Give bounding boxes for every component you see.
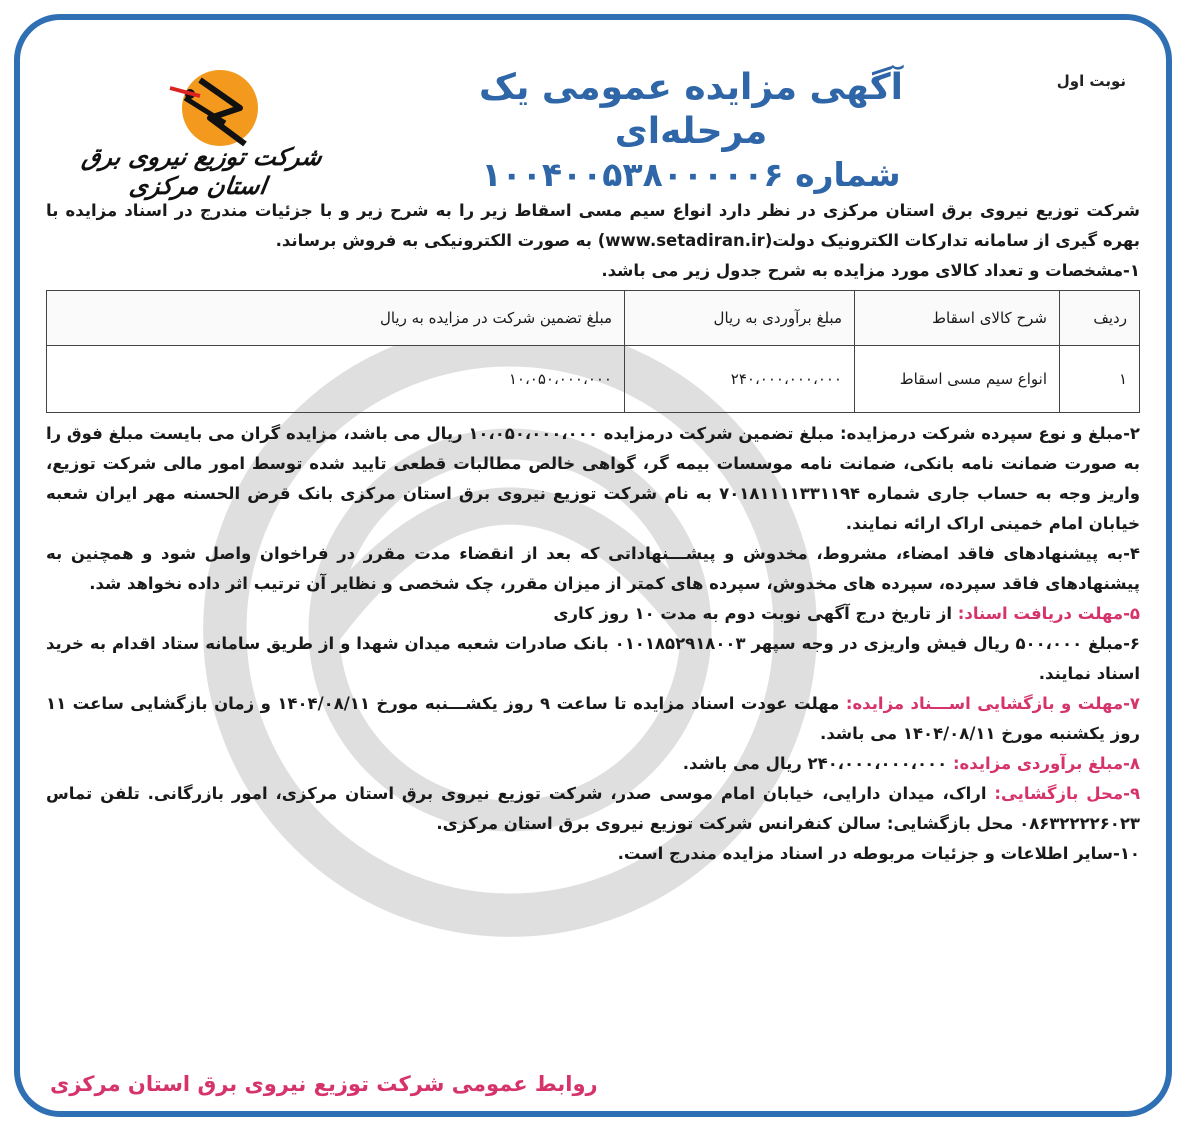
header-estimate: مبلغ برآوردی به ریال: [625, 291, 855, 346]
section-4: ۴-به پیشنهادهای فاقد امضاء، مشروط، مخدوش و پیشـــنهاداتی که بعد از انقضاء مدت مقرر در فراخوان واصل شود و همچنین به پیشنهادهای فاقد سپرده، سپرده های مخدوش، سپرده های کمتر از میزان مقرر، چک شخصی و نظایر آن ترتیب اثر داده نخواهد شد.: [46, 544, 1140, 593]
items-table: [46, 290, 1140, 413]
auction-number-value: ۱۰۰۴۰۰۵۳۸۰۰۰۰۰۶: [481, 155, 784, 194]
company-logo-text: شرکت توزیع نیروی برق استان مرکزی: [80, 142, 324, 200]
table-row: [47, 346, 1140, 413]
page-title: آگهی مزایده عمومی یک مرحله‌ای: [478, 67, 904, 152]
header-item: شرح کالای اسقاط: [855, 291, 1060, 346]
intro-paragraph: [46, 196, 1140, 256]
ad-body: [46, 196, 1140, 869]
section-7-text: مهلت عودت اسناد مزایده تا ساعت ۹ روز یکشـــنبه مورخ ۱۴۰۴/۰۸/۱۱ و زمان بازگشایی ساعت ۱۱ روز یکشنبه مورخ ۱۴۰۴/۰۸/۱۱ می باشد.: [46, 694, 1140, 743]
auction-number: [461, 154, 921, 196]
section-9-label: ۹-محل بازگشایی:: [994, 784, 1141, 803]
section-7: [46, 689, 1140, 749]
footer-signature: روابط عمومی شرکت توزیع نیروی برق استان مرکزی: [50, 1072, 598, 1096]
ad-frame: [14, 14, 1172, 1117]
section-5-label: ۵-مهلت دریافت اسناد:: [957, 604, 1140, 623]
section-10: ۱۰-سایر اطلاعات و جزئیات مربوطه در اسناد مزایده مندرج است.: [617, 844, 1140, 863]
section-8: [46, 749, 1140, 779]
section-1: ۱-مشخصات و تعداد کالای مورد مزایده به شرح جدول زیر می باشد.: [601, 261, 1140, 280]
setadiran-link[interactable]: www.setadiran.ir: [605, 231, 765, 250]
cell-guarantee: ۱۰،۰۵۰،۰۰۰،۰۰۰: [47, 346, 625, 413]
intro-text-end: ) به صورت الکترونیکی به فروش برساند.: [275, 231, 606, 250]
section-8-text: ۲۴۰،۰۰۰،۰۰۰،۰۰۰ ریال می باشد.: [682, 754, 953, 773]
header-row-number: ردیف: [1060, 291, 1140, 346]
section-5-text: از تاریخ درج آگهی نوبت دوم به مدت ۱۰ روز کاری: [553, 604, 958, 623]
section-8-label: ۸-مبلغ برآوردی مزایده:: [952, 754, 1140, 773]
section-2: ۲-مبلغ و نوع سپرده شرکت درمزایده: مبلغ تضمین شرکت درمزایده ۱۰،۰۵۰،۰۰۰،۰۰۰ ریال می باشد، مزایده گران می بایست مبلغ فوق را به صورت ضمانت نامه بانکی، ضمانت نامه موسسات بیمه گر، گواهی خالص مطالبات قطعی تایید شده توسط امور مالی شرکت توزیع، واریز وجه به حساب جاری شماره ۷۰۱۸۱۱۱۱۳۳۱۱۹۴ به نام شرکت توزیع نیروی برق استان مرکزی بانک قرض الحسنه مهر ایران شعبه خیابان امام خمینی اراک ارائه نمایند.: [46, 424, 1140, 533]
auction-number-label: شماره: [795, 155, 901, 194]
round-label: نوبت اول: [1056, 72, 1126, 90]
cell-item: انواع سیم مسی اسقاط: [855, 346, 1060, 413]
header-guarantee: مبلغ تضمین شرکت در مزایده به ریال: [47, 291, 625, 346]
cell-estimate: ۲۴۰،۰۰۰،۰۰۰،۰۰۰: [625, 346, 855, 413]
section-9-text: اراک، میدان دارایی، خیابان امام موسی صدر، شرکت توزیع نیروی برق استان مرکزی، امور بازرگانی. تلفن تماس ۰۸۶۳۲۲۲۲۶۰۲۳ محل بازگشایی: سالن کنفرانس شرکت توزیع نیروی برق استان مرکزی.: [46, 784, 1140, 833]
section-5: [46, 599, 1140, 629]
intro-text: شرکت توزیع نیروی برق استان مرکزی در نظر دارد انواع سیم مسی اسقاط زیر را به شرح زیر و با جزئیات مندرج در اسناد مزایده با بهره گیری از سامانه تدارکات الکترونیک دولت(: [46, 201, 1140, 250]
section-7-label: ۷-مهلت و بازگشایی اســـناد مزایده:: [845, 694, 1140, 713]
title-block: [461, 66, 921, 196]
section-9: [46, 779, 1140, 839]
cell-row-number: ۱: [1060, 346, 1140, 413]
section-6: ۶-مبلغ ۵۰۰،۰۰۰ ریال فیش واریزی در وجه سپهر ۰۱۰۱۸۵۲۹۱۸۰۰۳ بانک صادرات شعبه میدان شهدا و از طریق سامانه ستاد اقدام به خرید اسناد نمایند.: [46, 634, 1140, 683]
table-header-row: [47, 291, 1140, 346]
